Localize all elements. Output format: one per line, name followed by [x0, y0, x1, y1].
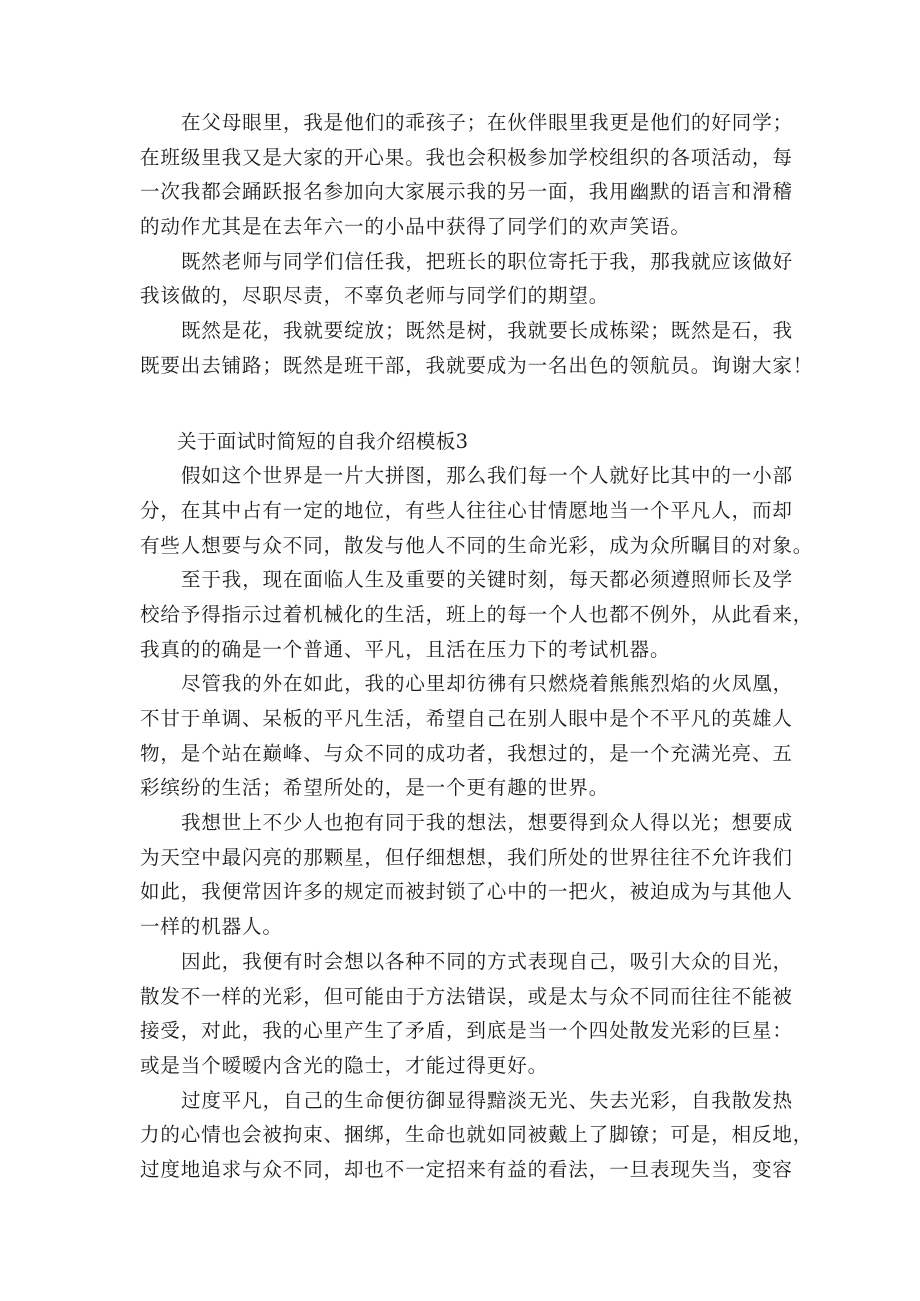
- paragraph-line: 我想世上不少人也抱有同于我的想法，想要得到众人得以光；想要成: [181, 811, 794, 835]
- paragraph-line: 校给予得指示过着机械化的生活，班上的每一个人也都不例外，从此看来，: [140, 602, 814, 626]
- paragraph-line: 既然老师与同学们信任我，把班长的职位寄托于我，那我就应该做好: [181, 249, 794, 273]
- section-spacer: [140, 384, 800, 425]
- paragraph-line: 过度平凡，自己的生命便彷御显得黯淡无光、失去光彩，自我散发热: [181, 1088, 794, 1112]
- paragraph-line: 一次我都会踊跃报名参加向大家展示我的另一面，我用幽默的语言和滑稽: [140, 180, 793, 204]
- paragraph-line: 为天空中最闪亮的那颗星，但仔细想想，我们所处的世界往往不允许我们: [140, 845, 793, 869]
- paragraph-line: 接受，对此，我的心里产生了矛盾，到底是当一个四处散发光彩的巨星：: [140, 1019, 793, 1043]
- paragraph-line: 一样的机器人。: [140, 915, 283, 939]
- paragraph-line: 既要出去铺路；既然是班干部，我就要成为一名出色的领航员。询谢大家！: [140, 353, 814, 377]
- paragraph-line: 尽管我的外在如此，我的心里却彷彿有只燃烧着熊熊烈焰的火凤凰，: [181, 672, 794, 696]
- paragraph-line: 分，在其中占有一定的地位，有些人往往心甘情愿地当一个平凡人，而却: [140, 498, 793, 522]
- paragraph-line: 或是当个暧暧内含光的隐士，才能过得更好。: [140, 1053, 549, 1077]
- paragraph-line: 如此，我便常因许多的规定而被封锁了心中的一把火，被迫成为与其他人: [140, 880, 793, 904]
- paragraph-line: 彩缤纷的生活；希望所处的，是一个更有趣的世界。: [140, 776, 610, 800]
- paragraph-line: 我该做的，尽职尽责，不辜负老师与同学们的期望。: [140, 284, 610, 308]
- paragraph-line: 的动作尤其是在去年六一的小品中获得了同学们的欢声笑语。: [140, 215, 691, 239]
- paragraph-line: 物，是个站在巅峰、与众不同的成功者，我想过的，是一个充满光亮、五: [140, 741, 793, 765]
- paragraph-line: 在班级里我又是大家的开心果。我也会积极参加学校组织的各项活动，每: [140, 145, 793, 169]
- paragraph-line: 假如这个世界是一片大拼图，那么我们每一个人就好比其中的一小部: [181, 464, 794, 488]
- paragraph-line: 至于我，现在面临人生及重要的关键时刻，每天都必须遵照师长及学: [181, 568, 794, 592]
- document-body: [140, 106, 814, 1188]
- paragraph-line: 有些人想要与众不同，散发与他人不同的生命光彩，成为众所瞩目的对象。: [140, 533, 814, 557]
- paragraph-line: 既然是花，我就要绽放；既然是树，我就要长成栋梁；既然是石，我: [181, 319, 794, 343]
- paragraph-line: 力的心情也会被拘束、捆绑，生命也就如同被戴上了脚镣；可是，相反地，: [140, 1123, 814, 1147]
- section-heading: 关于面试时简短的自我介绍模板3: [177, 429, 469, 453]
- paragraph-line: 过度地追求与众不同，却也不一定招来有益的看法，一旦表现失当，变容: [140, 1157, 793, 1181]
- paragraph-line: 不甘于单调、呆板的平凡生活，希望自己在别人眼中是个不平凡的英雄人: [140, 707, 793, 730]
- paragraph-line: 散发不一样的光彩，但可能由于方法错误，或是太与众不同而往往不能被: [140, 984, 793, 1008]
- paragraph-line: 在父母眼里，我是他们的乖孩子；在伙伴眼里我更是他们的好同学；: [181, 111, 794, 134]
- paragraph-line: 我真的的确是一个普通、平凡，且活在压力下的考试机器。: [140, 637, 671, 661]
- paragraph-line: 因此，我便有时会想以各种不同的方式表现自己，吸引大众的目光，: [181, 949, 794, 973]
